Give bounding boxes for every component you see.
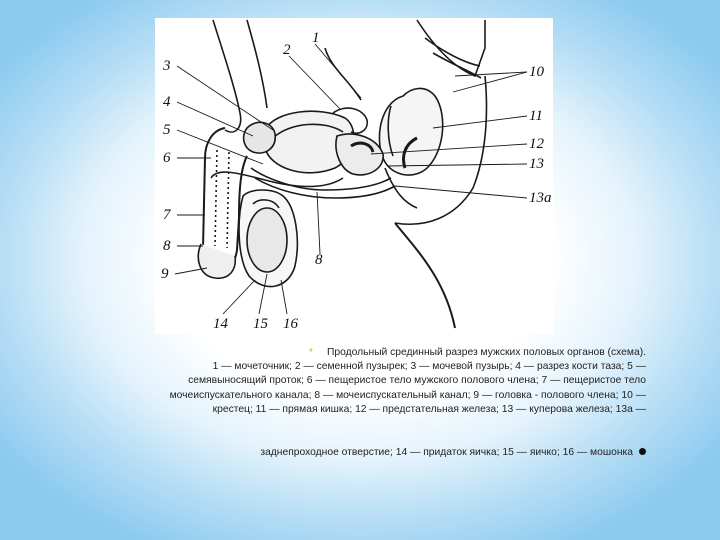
label-6: 6 bbox=[163, 150, 171, 166]
star-bullet-icon: * bbox=[309, 347, 313, 358]
anatomy-drawing bbox=[155, 18, 553, 334]
caption-line-5: заднепроходное отверстие; 14 — придаток яичка; 15 — яичко; 16 — мошонка bbox=[260, 447, 633, 459]
label-11: 11 bbox=[529, 108, 543, 124]
label-15: 15 bbox=[253, 316, 268, 332]
caption-line-5-row bbox=[150, 446, 646, 460]
label-4: 4 bbox=[163, 94, 171, 110]
anatomy-figure bbox=[155, 18, 553, 334]
label-16: 16 bbox=[283, 316, 298, 332]
label-2: 2 bbox=[283, 42, 291, 58]
label-14: 14 bbox=[213, 316, 228, 332]
label-7: 7 bbox=[163, 207, 171, 223]
end-dot-icon bbox=[639, 448, 646, 455]
label-10: 10 bbox=[529, 64, 544, 80]
label-8-center: 8 bbox=[315, 252, 323, 268]
label-8-left: 8 bbox=[163, 238, 171, 254]
caption-title-row bbox=[150, 346, 646, 360]
abdominal-wall-outline bbox=[213, 20, 241, 132]
caption-title: Продольный срединный разрез мужских половых органов (схема). bbox=[326, 347, 646, 358]
label-9: 9 bbox=[161, 266, 169, 282]
caption-line-2: семявыносящий проток; 6 — пещеристое тело мужского полового члена; 7 — пещеристое тело bbox=[188, 375, 646, 387]
urethra-line bbox=[211, 172, 343, 186]
label-3: 3 bbox=[163, 58, 171, 74]
caption-line-4: крестец; 11 — прямая кишка; 12 — предстательная железа; 13 — куперова железа; 13а — bbox=[212, 403, 646, 415]
sacrum-outline bbox=[417, 20, 485, 76]
label-13: 13 bbox=[529, 156, 544, 172]
caption-line-1: 1 — мочеточник; 2 — семенной пузырек; 3 — мочевой пузырь; 4 — разрез кости таза; 5 — bbox=[212, 361, 646, 373]
figure-caption bbox=[150, 346, 646, 460]
glans-outline bbox=[198, 244, 235, 278]
caption-line-3: мочеиспускательного канала; 8 — мочеиспускательный канал; 9 — головка - полового члена; 10 — bbox=[169, 389, 646, 401]
testis-outline bbox=[247, 208, 287, 272]
label-1: 1 bbox=[312, 30, 320, 46]
figure-labels bbox=[161, 30, 552, 332]
label-12: 12 bbox=[529, 136, 544, 152]
prostate-outline bbox=[336, 134, 383, 175]
label-13a: 13a bbox=[529, 190, 552, 206]
pubic-bone bbox=[244, 122, 276, 153]
abdominal-inner-line bbox=[247, 20, 267, 108]
label-5: 5 bbox=[163, 122, 171, 138]
